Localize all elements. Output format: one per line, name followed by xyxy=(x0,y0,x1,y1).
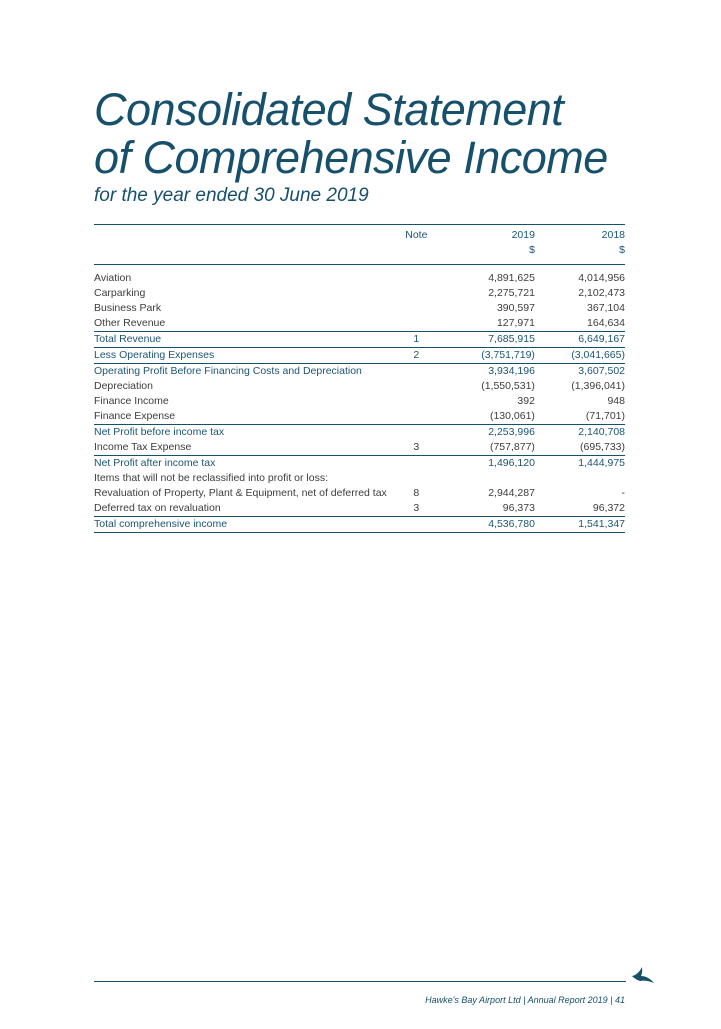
row-note xyxy=(387,409,446,425)
row-value-2018: 1,541,347 xyxy=(535,517,625,533)
row-label: Deferred tax on revaluation xyxy=(94,502,221,514)
header-row xyxy=(94,225,625,244)
row-label: Less Operating Expenses xyxy=(94,348,387,364)
row-value-2019: (1,550,531) xyxy=(481,380,535,392)
total-row xyxy=(94,456,625,472)
header-2019: 2019 xyxy=(446,225,535,244)
header-note: Note xyxy=(387,225,446,244)
row-value-2018: 2,140,708 xyxy=(535,425,625,441)
row-label: Aviation xyxy=(94,272,132,284)
table-row xyxy=(94,271,625,286)
row-label: Finance Expense xyxy=(94,410,176,422)
row-label: Operating Profit Before Financing Costs and Depreciation xyxy=(94,364,387,380)
row-value-2019 xyxy=(446,471,535,486)
total-row xyxy=(94,348,625,364)
table-row xyxy=(94,486,625,501)
row-value-2018 xyxy=(535,471,625,486)
bird-logo-icon xyxy=(630,966,656,986)
row-label: Finance Income xyxy=(94,395,169,407)
page-title xyxy=(94,86,608,182)
row-value-2019: 127,971 xyxy=(496,317,535,329)
row-value-2018: 4,014,956 xyxy=(578,272,625,284)
row-note xyxy=(387,425,446,441)
row-value-2019: 2,944,287 xyxy=(488,487,535,499)
table-row xyxy=(94,379,625,394)
row-value-2019: 2,253,996 xyxy=(446,425,535,441)
row-label: Net Profit after income tax xyxy=(94,456,387,472)
row-value-2018: (1,396,041) xyxy=(571,380,625,392)
page-subtitle: for the year ended 30 June 2019 xyxy=(94,185,369,206)
row-value-2019: (757,877) xyxy=(489,441,535,453)
row-note xyxy=(387,286,446,301)
row-value-2019: 2,275,721 xyxy=(488,287,535,299)
row-value-2018: 2,102,473 xyxy=(578,287,625,299)
row-note: 2 xyxy=(387,348,446,364)
row-note xyxy=(387,379,446,394)
row-value-2019: (130,061) xyxy=(489,410,535,422)
row-note xyxy=(387,316,446,332)
row-value-2019: 4,536,780 xyxy=(446,517,535,533)
row-value-2018: - xyxy=(621,487,625,499)
row-value-2019: 4,891,625 xyxy=(488,272,535,284)
row-note xyxy=(387,471,446,486)
row-value-2018: 1,444,975 xyxy=(535,456,625,472)
row-value-2019: (3,751,719) xyxy=(446,348,535,364)
table-row xyxy=(94,501,625,517)
row-label: Other Revenue xyxy=(94,317,166,329)
row-value-2018: 164,634 xyxy=(587,317,625,329)
row-value-2018: (71,701) xyxy=(585,410,625,422)
table-row xyxy=(94,440,625,456)
row-note xyxy=(387,517,446,533)
total-row xyxy=(94,364,625,380)
row-note: 8 xyxy=(413,487,420,499)
footer-divider xyxy=(94,981,626,982)
row-note: 3 xyxy=(413,441,420,453)
row-note xyxy=(387,394,446,409)
row-label: Depreciation xyxy=(94,380,153,392)
table-row xyxy=(94,301,625,316)
row-label: Total comprehensive income xyxy=(94,517,387,533)
header-unit-row xyxy=(94,243,625,265)
title-line-2: of Comprehensive Income xyxy=(94,132,608,183)
unit-2018: $ xyxy=(535,243,625,265)
row-value-2019: 96,373 xyxy=(502,502,535,514)
income-statement-table xyxy=(94,224,625,533)
unit-2019: $ xyxy=(446,243,535,265)
row-label: Total Revenue xyxy=(94,332,387,348)
row-value-2019: 390,597 xyxy=(496,302,535,314)
row-value-2018: 948 xyxy=(607,395,625,407)
row-label: Business Park xyxy=(94,302,162,314)
table-row xyxy=(94,471,625,486)
row-label: Revaluation of Property, Plant & Equipment, net of deferred tax xyxy=(94,487,387,499)
row-label: Items that will not be reclassified into profit or loss: xyxy=(94,472,329,484)
row-value-2018: (3,041,665) xyxy=(535,348,625,364)
title-line-1: Consolidated Statement xyxy=(94,84,564,135)
row-value-2018: 6,649,167 xyxy=(535,332,625,348)
row-note: 3 xyxy=(413,502,420,514)
row-value-2018: 367,104 xyxy=(587,302,625,314)
row-note xyxy=(387,364,446,380)
row-value-2019: 1,496,120 xyxy=(446,456,535,472)
header-label xyxy=(94,225,387,244)
table-row xyxy=(94,409,625,425)
row-note xyxy=(387,301,446,316)
total-row xyxy=(94,425,625,441)
table-row xyxy=(94,316,625,332)
total-comprehensive-income-row xyxy=(94,517,625,533)
header-2018: 2018 xyxy=(535,225,625,244)
row-label: Net Profit before income tax xyxy=(94,425,387,441)
footer-text: Hawke's Bay Airport Ltd | Annual Report 2019 | 41 xyxy=(425,995,625,1005)
row-note xyxy=(387,456,446,472)
row-value-2019: 7,685,915 xyxy=(446,332,535,348)
table-row xyxy=(94,286,625,301)
row-label: Income Tax Expense xyxy=(94,441,192,453)
table-row xyxy=(94,394,625,409)
row-label: Carparking xyxy=(94,287,146,299)
row-note: 1 xyxy=(387,332,446,348)
row-value-2018: (695,733) xyxy=(580,441,625,453)
row-note xyxy=(387,271,446,286)
row-value-2018: 3,607,502 xyxy=(535,364,625,380)
row-value-2019: 3,934,196 xyxy=(446,364,535,380)
row-value-2018: 96,372 xyxy=(592,502,625,514)
row-value-2019: 392 xyxy=(517,395,535,407)
total-row xyxy=(94,332,625,348)
